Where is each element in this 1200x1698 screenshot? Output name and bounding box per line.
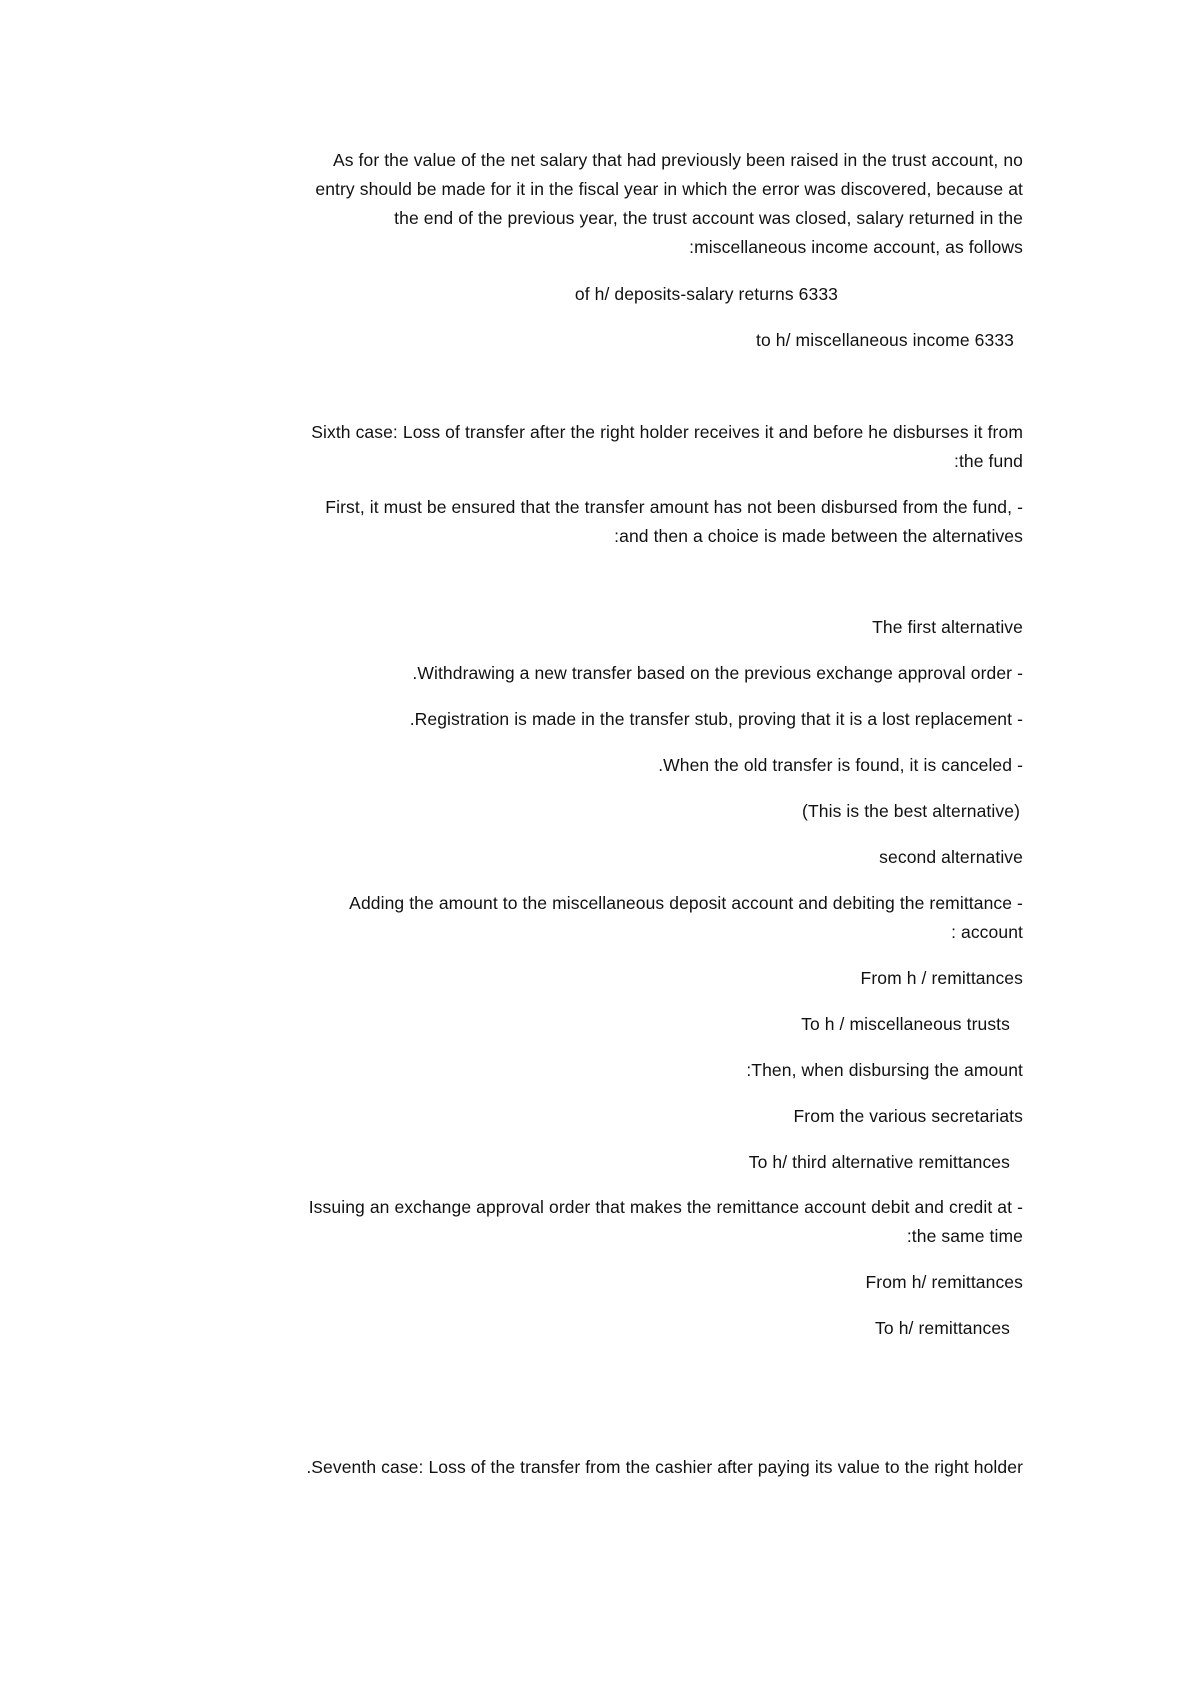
journal-entry-credit: To h / miscellaneous trusts (801, 1014, 1010, 1034)
journal-entry-credit: To h/ third alternative remittances (748, 1152, 1010, 1172)
list-item: Adding the amount to the miscellaneous deposit account and debiting the remittance - (349, 893, 1023, 913)
paragraph-line: :miscellaneous income account, as follows (689, 237, 1023, 257)
section-heading-seventh-case: .Seventh case: Loss of the transfer from the cashier after paying its value to the right holder (306, 1457, 1023, 1477)
list-item: .When the old transfer is found, it is canceled - (658, 755, 1023, 775)
subheading-second-alternative: second alternative (879, 847, 1023, 867)
paragraph-line: First, it must be ensured that the transfer amount has not been disbursed from the fund, - (325, 497, 1023, 517)
paragraph-line: :the same time (906, 1226, 1023, 1246)
paragraph-line: :the fund (953, 451, 1023, 471)
journal-entry-debit: From h/ remittances (865, 1272, 1023, 1292)
subheading-first-alternative: The first alternative (872, 617, 1023, 637)
section-heading-sixth-case: Sixth case: Loss of transfer after the right holder receives it and before he disburses it from (311, 422, 1023, 442)
journal-entry-credit: To h/ remittances (875, 1318, 1010, 1338)
list-item: .Withdrawing a new transfer based on the previous exchange approval order - (412, 663, 1023, 683)
paragraph-line: entry should be made for it in the fiscal year in which the error was discovered, because at (315, 179, 1023, 199)
paragraph-line: :Then, when disbursing the amount (746, 1060, 1023, 1080)
paragraph-line: the end of the previous year, the trust account was closed, salary returned in the (394, 208, 1023, 228)
journal-entry-debit: of h/ deposits-salary returns 6333 (574, 284, 838, 304)
paragraph-line: As for the value of the net salary that had previously been raised in the trust account, no (332, 150, 1023, 170)
journal-entry-debit: From h / remittances (860, 968, 1023, 988)
list-item: Issuing an exchange approval order that makes the remittance account debit and credit at - (308, 1197, 1023, 1217)
note-line: (This is the best alternative) (802, 801, 1020, 821)
paragraph-line: : account (951, 922, 1023, 942)
paragraph-line: :and then a choice is made between the alternatives (614, 526, 1023, 546)
journal-entry-debit: From the various secretariats (793, 1106, 1023, 1126)
journal-entry-credit: to h/ miscellaneous income 6333 (756, 330, 1014, 350)
list-item: .Registration is made in the transfer stub, proving that it is a lost replacement - (409, 709, 1023, 729)
